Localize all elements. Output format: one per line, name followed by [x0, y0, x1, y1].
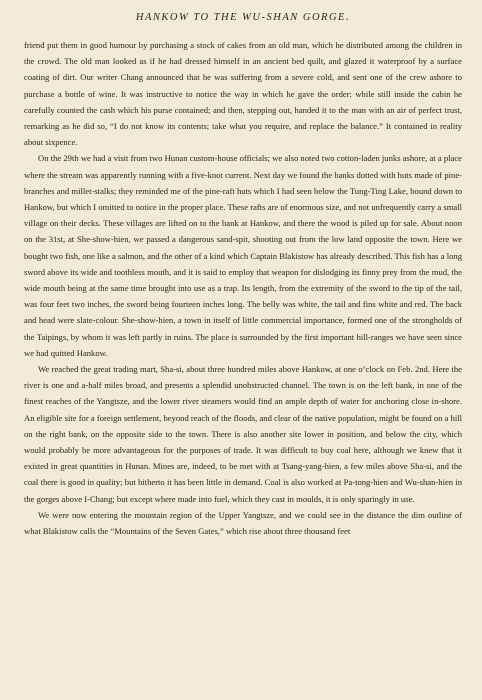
paragraph: We reached the great trading mart, Sha-si, about three hundred miles above Hankow, at one o’clock on Feb. 2nd. Here the river is one and a-half miles broad, and presents a splendid unobstructed channel. The town is on the left bank, in one of the finest reaches of the Yangtsze, and the lower river steamers would find an ample depth of water for anchoring close in-shore. An eligible site for a foreign settlement, beyond reach of the floods, and clear of the native population, might be found on a hill on the right bank, on the opposite side to the town. There is also another site lower in position, and below the city, which would probably be more advantageous for the purposes of trade. It was difficult to buy coal here, although we knew that it existed in great quantities in Hunan. Mines are, indeed, to be met with at Tsang-yang-hien, a few miles above Sha-si, and the coal there is good in quality; but hitherto it has been little in demand. Coal is also worked at Pa-tong-hien and Wu-shan-hien in the gorges above I-Chang; but except where made into fuel, which they cast in moulds, it is only sparingly in use. [24, 364, 462, 504]
body-text [24, 37, 462, 539]
paragraph: On the 29th we had a visit from two Hunan custom-house officials; we also noted two cotton-laden junks ashore, at a place where the stream was apparently running with a five-knot current. Next day we found the banks dotted with huts made of pine-branches and millet-stalks; they reminded me of the pine-raft huts which I had seen below the Tung-Ting Lake, bound down to Hankow, but which I omitted to notice in the proper place. These rafts are of enormous size, and not unfrequently carry a small village on their decks. These villages are lifted on to the bank at Hankow, and there the wood is piled up for sale. About noon on the 31st, at She-show-hien, we passed a dangerous sand-spit, shooting out from the low land opposite the town. Here we bought two fish, one like a salmon, and the other of a kind which Captain Blakistow has already described. This fish has a long sword above its wide and toothless mouth, and it is said to employ that weapon for dislodging its finny prey from the mud, the wide mouth being at the same time brought into use as a trap. Its length, from the extremity of the sword to the tip of the tail, was four feet two inches, the sword being fourteen inches long. The belly was white, the tail and fins white and red. The back and head were slate-colour. She-show-hien, a town in itself of little commercial importance, formed one of the strongholds of the Taipings, by whom it was left partly in ruins. The place is surrounded by the first important hill-ranges we have seen since we had quitted Hankow. [24, 153, 462, 358]
paragraph: We were now entering the mountain region of the Upper Yangtsze, and we could see in the distance the dim outline of what Blakistow calls the “Mountains of the Seven Gates,” which rise about three thousand feet [24, 509, 462, 537]
running-head: HANKOW TO THE WU-SHAN GORGE. [135, 12, 351, 23]
paragraph-continued: friend put them in good humour by purchasing a stock of cakes from an old man, which he distributed among the children in the crowd. The old man looked as if he had dressed himself in an ancient bed quilt, and glazed it waterproof by a surface coating of dirt. Our writer Chang announced that he was suffering from a severe cold, and sent one of the crew ashore to purchase a bottle of wine. It was instructive to notice the way in which he gave the order: while still inside the cabin he carefully counted the cash which his purse contained; and then, stepping out, handed it to the man with an air of perfect trust, remarking as he did so, “I do not know its contents; take what you require, and replace the balance.” It contained in reality about sixpence. [24, 40, 462, 148]
